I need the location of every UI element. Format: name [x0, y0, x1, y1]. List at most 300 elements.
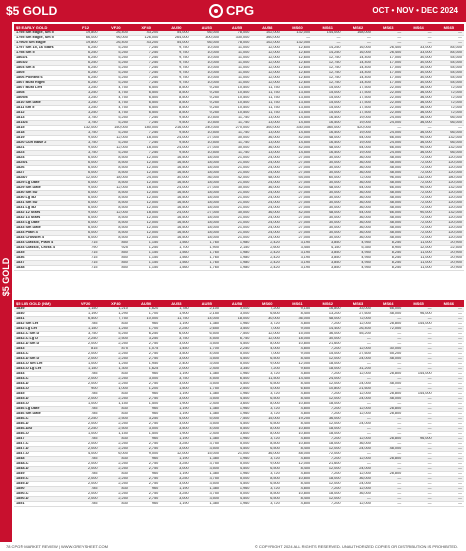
- price-cell: 8,250: [391, 251, 402, 255]
- price-cell: 1,760: [209, 251, 219, 255]
- price-cell: 12,000: [146, 161, 159, 165]
- price-cell: 2,650: [209, 327, 219, 331]
- price-cell: 3,350: [239, 367, 250, 371]
- price-cell: 3,000: [179, 482, 189, 486]
- price-cell: 785: [91, 372, 98, 376]
- price-cell: 15,000: [328, 101, 341, 105]
- price-cell: 1,190: [179, 407, 189, 411]
- price-cell: —: [458, 487, 462, 491]
- price-cell: 36,000: [419, 91, 432, 95]
- price-cell: 14,400: [328, 327, 341, 331]
- price-cell: —: [458, 322, 462, 326]
- price-cell: 6,250: [87, 46, 98, 50]
- column-header: AU53: [171, 300, 182, 306]
- price-cell: 18,000: [328, 402, 341, 406]
- price-cell: 2,000: [87, 482, 98, 486]
- price-cell: 12,000: [146, 166, 159, 170]
- price-cell: 33,000: [359, 307, 371, 311]
- price-cell: 72,000: [419, 191, 432, 195]
- price-cell: 830: [121, 472, 128, 476]
- price-cell: 2,750: [148, 467, 159, 471]
- price-cell: 11,000: [420, 261, 432, 265]
- price-cell: 54,000: [450, 76, 462, 80]
- price-cell: —: [427, 452, 432, 456]
- price-cell: 785: [91, 472, 98, 476]
- price-cell: 18,000: [207, 226, 219, 230]
- price-cell: 24,000: [359, 467, 371, 471]
- price-cell: —: [397, 362, 402, 366]
- price-cell: 785: [91, 457, 98, 461]
- price-cell: 13,500: [298, 101, 311, 105]
- price-cell: —: [458, 457, 462, 461]
- price-cell: 1,750: [209, 387, 219, 391]
- price-cell: 14,400: [359, 61, 371, 65]
- price-cell: 132,000: [296, 31, 311, 35]
- price-cell: 7,250: [148, 151, 159, 155]
- price-cell: 16,500: [328, 116, 341, 120]
- cpg-logo: [209, 3, 254, 18]
- price-cell: 3,000: [179, 397, 189, 401]
- price-cell: 72,000: [419, 216, 432, 220]
- price-cell: 66,000: [450, 141, 462, 145]
- price-cell: 1,150: [148, 261, 159, 265]
- price-cell: 17,500: [359, 91, 371, 95]
- price-cell: —: [458, 422, 462, 426]
- price-cell: 3,000: [209, 362, 219, 366]
- price-cell: 30,000: [237, 146, 250, 150]
- price-cell: —: [458, 437, 462, 441]
- row-label: 1803/2: [16, 61, 28, 65]
- price-cell: 2,750: [148, 462, 159, 466]
- row-label: 1846-D/D: [16, 427, 33, 431]
- price-cell: 925: [121, 246, 128, 250]
- price-cell: 14,400: [359, 56, 371, 60]
- row-label: 1811 Sm 5: [16, 106, 35, 110]
- price-cell: 30,000: [328, 337, 341, 341]
- price-cell: 72,000: [450, 91, 462, 95]
- price-cell: 72,000: [419, 166, 432, 170]
- price-cell: 12,000: [359, 392, 371, 396]
- price-cell: 72,000: [450, 111, 462, 115]
- price-cell: 2,000: [87, 382, 98, 386]
- price-cell: 2,750: [148, 492, 159, 496]
- column-header: F12: [82, 24, 90, 30]
- price-cell: 1,150: [87, 307, 98, 311]
- price-cell: 3,850: [330, 256, 341, 260]
- price-cell: 715: [91, 266, 98, 270]
- price-cell: 36,000: [359, 216, 371, 220]
- row-label: 1849-C: [16, 477, 29, 481]
- price-cell: 55,200: [359, 332, 371, 336]
- price-cell: 8,500: [118, 191, 128, 195]
- price-cell: 36,000: [419, 101, 432, 105]
- price-cell: —: [427, 382, 432, 386]
- price-cell: 132,000: [448, 146, 462, 150]
- price-cell: 48,000: [298, 452, 311, 456]
- price-cell: —: [427, 457, 432, 461]
- price-cell: 8,500: [179, 86, 189, 90]
- price-cell: 12,000: [359, 347, 371, 351]
- price-cell: —: [336, 41, 341, 45]
- price-cell: 3,500: [209, 482, 219, 486]
- price-cell: —: [397, 387, 402, 391]
- price-cell: 54,000: [359, 211, 371, 215]
- price-cell: —: [397, 342, 402, 346]
- price-cell: 27,000: [207, 211, 219, 215]
- price-cell: 8,500: [118, 236, 128, 240]
- price-cell: 150,000: [114, 126, 128, 130]
- price-cell: 4,500: [209, 337, 219, 341]
- price-cell: 2,250: [118, 462, 128, 466]
- price-cell: 20,900: [450, 251, 462, 255]
- row-label: 1843-O Lg Let: [16, 367, 42, 371]
- price-cell: —: [397, 31, 402, 35]
- price-cell: 1,200: [148, 387, 159, 391]
- price-cell: 36,000: [359, 196, 371, 200]
- price-cell: —: [397, 427, 402, 431]
- price-cell: 16,500: [176, 236, 189, 240]
- price-cell: 21,000: [237, 236, 250, 240]
- price-cell: 12,000: [359, 322, 371, 326]
- price-cell: 12,000: [328, 467, 341, 471]
- price-cell: 2,250: [118, 397, 128, 401]
- price-cell: 4,750: [118, 111, 128, 115]
- price-cell: 30,000: [328, 231, 341, 235]
- price-cell: 1,700: [148, 312, 159, 316]
- price-cell: 19,000: [359, 121, 371, 125]
- price-cell: 27,000: [298, 236, 311, 240]
- price-cell: 8,500: [179, 101, 189, 105]
- price-cell: —: [427, 317, 432, 321]
- price-cell: 4,750: [118, 91, 128, 95]
- price-cell: 4,000: [87, 452, 98, 456]
- price-cell: 7,200: [330, 392, 341, 396]
- price-cell: 22,000: [389, 106, 402, 110]
- price-cell: 30,000: [328, 191, 341, 195]
- price-cell: —: [427, 467, 432, 471]
- price-cell: 8,500: [179, 91, 189, 95]
- price-cell: 7,250: [148, 116, 159, 120]
- price-cell: 7,200: [330, 457, 341, 461]
- price-cell: 9,750: [179, 61, 189, 65]
- column-header: AU53: [201, 24, 212, 30]
- price-cell: —: [427, 126, 432, 130]
- price-cell: 12,000: [268, 46, 280, 50]
- price-cell: 66,000: [207, 41, 219, 45]
- price-cell: 36,000: [359, 171, 371, 175]
- price-cell: 6,250: [148, 332, 159, 336]
- price-cell: 21,000: [237, 166, 250, 170]
- price-cell: 2,250: [118, 422, 128, 426]
- price-cell: 3,720: [270, 407, 280, 411]
- price-cell: 9,000: [87, 186, 98, 190]
- price-cell: 54,000: [450, 81, 462, 85]
- price-cell: 2,600: [270, 246, 280, 250]
- price-cell: 9,000: [300, 352, 311, 356]
- price-cell: 144,000: [417, 372, 432, 376]
- price-cell: 30,000: [237, 136, 250, 140]
- price-cell: 144,000: [326, 31, 341, 35]
- price-cell: 330,000: [235, 36, 250, 40]
- price-cell: 12,000: [116, 146, 128, 150]
- price-cell: 66,000: [450, 121, 462, 125]
- price-cell: 8,500: [179, 96, 189, 100]
- price-cell: 1,500: [179, 387, 189, 391]
- price-cell: 24,000: [359, 482, 371, 486]
- price-cell: 7,000: [270, 352, 280, 356]
- price-cell: 3,750: [87, 141, 98, 145]
- footer-left: 78 CPG® MARKET REVIEW | WWW.GREYSHEET.COM: [6, 544, 108, 549]
- price-cell: —: [397, 126, 402, 130]
- price-cell: —: [367, 427, 371, 431]
- price-cell: 18,000: [207, 231, 219, 235]
- price-cell: 1,960: [239, 372, 250, 376]
- price-cell: 144,000: [417, 392, 432, 396]
- price-cell: 24,000: [389, 141, 402, 145]
- price-cell: 27,000: [298, 231, 311, 235]
- price-cell: 8,400: [300, 357, 311, 361]
- price-cell: 30,000: [328, 226, 341, 230]
- price-cell: 10,500: [207, 116, 219, 120]
- price-cell: 4,800: [300, 437, 311, 441]
- price-cell: 36,000: [328, 332, 341, 336]
- price-cell: 36,000: [359, 166, 371, 170]
- price-cell: 72,000: [419, 161, 432, 165]
- row-label: 1805: [16, 71, 25, 75]
- price-cell: 26,400: [389, 46, 402, 50]
- price-cell: 90,000: [419, 211, 432, 215]
- price-cell: 12,600: [298, 56, 311, 60]
- side-tab: [0, 22, 12, 542]
- price-cell: 66,000: [389, 307, 402, 311]
- price-cell: 5,250: [118, 81, 128, 85]
- price-cell: 3,500: [209, 382, 219, 386]
- price-cell: 30,000: [419, 76, 432, 80]
- price-cell: 18,000: [207, 201, 219, 205]
- price-cell: 785: [91, 322, 98, 326]
- price-cell: 960: [151, 372, 159, 376]
- price-cell: 54,000: [359, 186, 371, 190]
- price-cell: 8,500: [118, 206, 128, 210]
- price-cell: 30,000: [419, 61, 432, 65]
- price-cell: 3,500: [209, 342, 219, 346]
- price-cell: —: [397, 367, 402, 371]
- price-cell: 7,000: [270, 327, 280, 331]
- row-label: 1808: [16, 91, 25, 95]
- price-cell: 12,000: [116, 186, 128, 190]
- price-cell: 27,600: [359, 312, 371, 316]
- price-cell: 90,000: [419, 136, 432, 140]
- price-cell: 5,250: [118, 141, 128, 145]
- row-label: 1845-D: [16, 397, 29, 401]
- column-header: MS65: [413, 300, 424, 306]
- price-cell: —: [397, 402, 402, 406]
- price-cell: 3,000: [148, 427, 159, 431]
- row-label: 1851: [16, 502, 25, 506]
- column-header: MS63: [383, 24, 394, 30]
- price-cell: —: [427, 427, 432, 431]
- price-cell: 72,000: [419, 196, 432, 200]
- price-cell: 8,250: [391, 256, 402, 260]
- price-cell: 7,200: [330, 347, 341, 351]
- price-cell: 1,560: [179, 251, 189, 255]
- price-cell: 3,000: [179, 422, 189, 426]
- price-cell: 9,750: [179, 51, 189, 55]
- price-cell: 16,500: [176, 226, 189, 230]
- price-cell: —: [397, 317, 402, 321]
- price-cell: 30,000: [328, 201, 341, 205]
- price-cell: 1,075: [148, 347, 159, 351]
- price-cell: 6,600: [300, 387, 311, 391]
- row-label: 1847-O: [16, 452, 29, 456]
- price-cell: —: [458, 407, 462, 411]
- price-cell: 850: [121, 241, 128, 245]
- price-cell: 3,250: [87, 91, 98, 95]
- price-cell: 8,400: [300, 422, 311, 426]
- price-cell: 12,600: [298, 76, 311, 80]
- price-cell: 72,000: [419, 171, 432, 175]
- price-cell: 7,250: [148, 141, 159, 145]
- price-cell: 6,500: [148, 101, 159, 105]
- price-cell: 1,190: [179, 502, 189, 506]
- price-cell: 1,960: [239, 392, 250, 396]
- price-cell: 10,800: [298, 342, 311, 346]
- price-cell: 10,000: [207, 76, 219, 80]
- price-cell: 28,800: [389, 457, 402, 461]
- price-cell: 3,500: [209, 422, 219, 426]
- row-label: 1847-C: [16, 442, 29, 446]
- price-cell: 12,000: [146, 191, 159, 195]
- price-cell: 6,250: [87, 56, 98, 60]
- price-cell: 9,500: [179, 151, 189, 155]
- price-cell: —: [458, 367, 462, 371]
- price-cell: 10,800: [298, 477, 311, 481]
- price-cell: 6,500: [239, 377, 250, 381]
- price-cell: —: [397, 502, 402, 506]
- price-cell: 18,000: [207, 191, 219, 195]
- price-cell: 10,000: [146, 317, 159, 321]
- price-cell: 1,900: [179, 432, 189, 436]
- price-cell: 1,380: [209, 322, 219, 326]
- cpg-logo-text: CPG: [226, 3, 255, 18]
- price-cell: 360,000: [265, 36, 280, 40]
- row-label: 1845: [16, 392, 25, 396]
- price-cell: 10,500: [207, 131, 219, 135]
- price-cell: —: [458, 347, 462, 351]
- price-cell: 13,500: [298, 106, 311, 110]
- price-cell: 36,000: [359, 492, 371, 496]
- price-cell: —: [458, 362, 462, 366]
- price-cell: 30,000: [176, 176, 189, 180]
- price-cell: 850: [121, 256, 128, 260]
- price-cell: 8,400: [300, 497, 311, 501]
- price-cell: 24,000: [146, 176, 159, 180]
- price-cell: 2,000: [87, 397, 98, 401]
- price-cell: 12,000: [359, 472, 371, 476]
- row-label: 1843-D Sm D: [16, 357, 40, 361]
- price-cell: 2,750: [148, 482, 159, 486]
- price-cell: 17,000: [389, 66, 402, 70]
- price-cell: 12,000: [359, 372, 371, 376]
- price-cell: 830: [121, 487, 128, 491]
- price-cell: 22,500: [450, 246, 462, 250]
- price-cell: 12,000: [359, 502, 371, 506]
- price-cell: 4,950: [361, 251, 371, 255]
- price-cell: —: [458, 372, 462, 376]
- price-cell: 4,750: [118, 86, 128, 90]
- price-cell: 7,200: [330, 407, 341, 411]
- price-cell: 7,200: [330, 487, 341, 491]
- price-cell: —: [397, 41, 402, 45]
- price-cell: 12,000: [359, 407, 371, 411]
- price-cell: 12,000: [359, 412, 371, 416]
- table-row: [14, 266, 464, 271]
- price-cell: 36,000: [359, 206, 371, 210]
- price-cell: 19,800: [85, 31, 98, 35]
- price-cell: 360,000: [326, 126, 341, 130]
- price-cell: 1,190: [179, 437, 189, 441]
- column-header: MS60: [261, 300, 273, 306]
- price-cell: 30,000: [328, 196, 341, 200]
- price-cell: 715: [91, 241, 98, 245]
- price-cell: 2,150: [239, 246, 250, 250]
- price-cell: 24,000: [328, 377, 341, 381]
- price-cell: 24,000: [268, 221, 280, 225]
- price-cell: 1,700: [148, 327, 159, 331]
- price-cell: 3,750: [87, 116, 98, 120]
- price-cell: 3,750: [209, 442, 219, 446]
- price-cell: 24,000: [176, 146, 189, 150]
- price-cell: 715: [91, 261, 98, 265]
- price-cell: 12,000: [146, 196, 159, 200]
- price-cell: —: [397, 432, 402, 436]
- price-cell: 5,250: [118, 116, 128, 120]
- price-cell: 18,000: [207, 156, 219, 160]
- price-cell: 120,000: [448, 216, 462, 220]
- price-cell: 21,000: [237, 216, 250, 220]
- price-cell: 3,250: [179, 462, 189, 466]
- price-cell: 5,250: [118, 76, 128, 80]
- price-cell: 72,000: [419, 221, 432, 225]
- price-cell: —: [458, 467, 462, 471]
- price-cell: 21,000: [237, 201, 250, 205]
- price-cell: 13,200: [328, 312, 341, 316]
- price-cell: 2,000: [87, 462, 98, 466]
- price-cell: —: [458, 472, 462, 476]
- column-header: AU55: [201, 300, 212, 306]
- price-cell: 7,750: [118, 317, 128, 321]
- price-cell: 1,380: [209, 502, 219, 506]
- price-cell: 4,500: [239, 482, 250, 486]
- price-cell: 1,380: [209, 372, 219, 376]
- price-cell: 12,000: [298, 362, 311, 366]
- price-cell: 12,000: [359, 437, 371, 441]
- price-cell: 2,000: [179, 367, 189, 371]
- price-cell: —: [458, 382, 462, 386]
- price-cell: 216,000: [174, 126, 189, 130]
- price-cell: 830: [121, 437, 128, 441]
- price-cell: 43,200: [146, 31, 159, 35]
- row-label: 1848-C: [16, 462, 29, 466]
- price-cell: 54,000: [176, 31, 189, 35]
- price-cell: 12,000: [146, 156, 159, 160]
- price-cell: —: [427, 487, 432, 491]
- price-cell: 102,000: [265, 41, 280, 45]
- price-cell: 12,000: [176, 452, 189, 456]
- price-cell: 7,250: [148, 71, 159, 75]
- price-cell: 72,000: [450, 101, 462, 105]
- price-cell: 16,500: [176, 216, 189, 220]
